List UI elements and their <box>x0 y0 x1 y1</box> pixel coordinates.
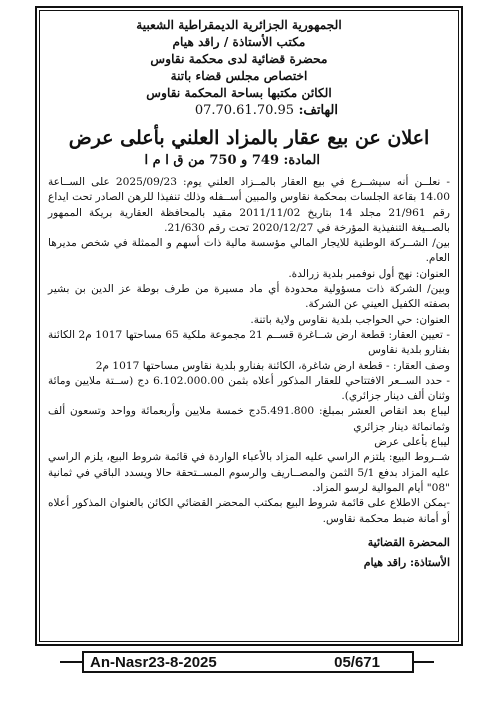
notice-title: اعلان عن بيع عقار بالمزاد العلني بأعلى عرض <box>68 127 430 149</box>
notice-header <box>48 17 450 102</box>
phone-row <box>48 102 450 119</box>
header-office: مكتب الأستاذة / راقد هيام <box>172 35 306 49</box>
notice-inner-frame <box>39 10 459 642</box>
signature-title: المحضرة القضائية <box>367 535 450 549</box>
notice-subtitle: المادة: 749 و 750 من ق ا م ا <box>144 153 320 168</box>
header-address: الكائن مكتبها بساحة المحكمة نقاوس <box>146 86 332 100</box>
phone-number: 07.70.61.70.95 <box>194 103 295 118</box>
body-paragraph: - حدد الســعر الافتتاحي للعقار المذكور أعلاه بثمن 6.102.000.00 دج (ســتة ملايين ومائة وثنان ألف دينار جزائري). <box>48 374 450 403</box>
header-court: محضرة قضائية لدى محكمة نقاوس <box>150 52 328 66</box>
header-jurisdiction: اختصاص مجلس قضاء باتنة <box>170 69 308 83</box>
body-paragraph: - تعيين العقار: قطعة ارض شــاغرة قســم 21 مجموعة ملكية 65 مساحتها 1017 م2 الكائنة بفنارو بلدية نقاوس <box>48 328 450 357</box>
body-paragraph: - نعلــن أنه سيشــرع في بيع العقار بالمــزاد العلني يوم: 2025/09/23 على الســاعة 14.00 بقاعة الجلسات بمحكمة نقاوس والمبين أســفله وذلك تنفيذا للرهن الصادر تحت ايداع رقم 21/961 مجلد 14 بتاريخ 2011/11/02 مقيد بالمحافظة العقارية بريكة الممهور بالصــيغة التنفيذية المؤرخة في 2020/12/27 تحت رقم 21/630. <box>48 176 450 234</box>
header-republic: الجمهورية الجزائرية الديمقراطية الشعبية <box>136 18 342 32</box>
body-paragraph: شــروط البيع: يلتزم الراسي عليه المزاد بالأعباء الواردة في قائمة شروط البيع، يلزم الراسي عليه المزاد بدفع 5/1 الثمن والمصــاريف والرسوم المســتحقة حالا ويسدد الباقي في ثمانية "08" أيام الموالية لرسو المزاد. <box>48 451 450 494</box>
body-paragraph: ليباع بأعلى عرض <box>374 436 450 449</box>
body-paragraph: وصف العقار: - قطعة ارض شاغرة، الكائنة بفنارو بلدية نقاوس مساحتها 1017 م2 <box>95 359 450 372</box>
signature-name: الأستاذة: راقد هيام <box>363 555 450 569</box>
notice-body <box>48 175 450 527</box>
notice-frame <box>35 6 463 646</box>
body-paragraph: العنوان: نهج أول نوفمبر بلدية زرالدة. <box>288 267 450 280</box>
footer-bar <box>82 651 414 673</box>
body-paragraph: -يمكن الاطلاع على قائمة شروط البيع بمكتب المحضر القضائي الكائن بالعنوان المذكور أعلاه أو أمانة ضبط محكمة نقاوس. <box>48 497 450 525</box>
reference-number: 05/671 <box>334 653 380 671</box>
body-paragraph: ليباع بعد انقاص العشر بمبلغ: 5.491.800دج خمسة ملايين وأربعمائة وواحد وتسعون ألف وثمانمائة دينار جزائري <box>48 405 450 433</box>
footer-rule-right <box>414 661 434 663</box>
footer-rule-left <box>60 661 82 663</box>
signature-block <box>48 535 450 571</box>
body-paragraph: وبين/ الشركة ذات مسؤولية محدودة أي ماد مسيرة من طرف بوطة عز الدين بن بشير بصفته الكفيل العيني عن الشركة. <box>48 283 450 311</box>
publication-label: An-Nasr23-8-2025 <box>90 653 217 671</box>
body-paragraph: العنوان: حي الحواجب بلدية نقاوس ولاية باتنة. <box>250 313 450 326</box>
phone-label: الهاتف: <box>298 103 338 118</box>
body-paragraph: بين/ الشــركة الوطنية للايجار المالي مؤسسة مالية ذات أسهم و الممثلة في شخص مديرها العام. <box>48 237 450 265</box>
